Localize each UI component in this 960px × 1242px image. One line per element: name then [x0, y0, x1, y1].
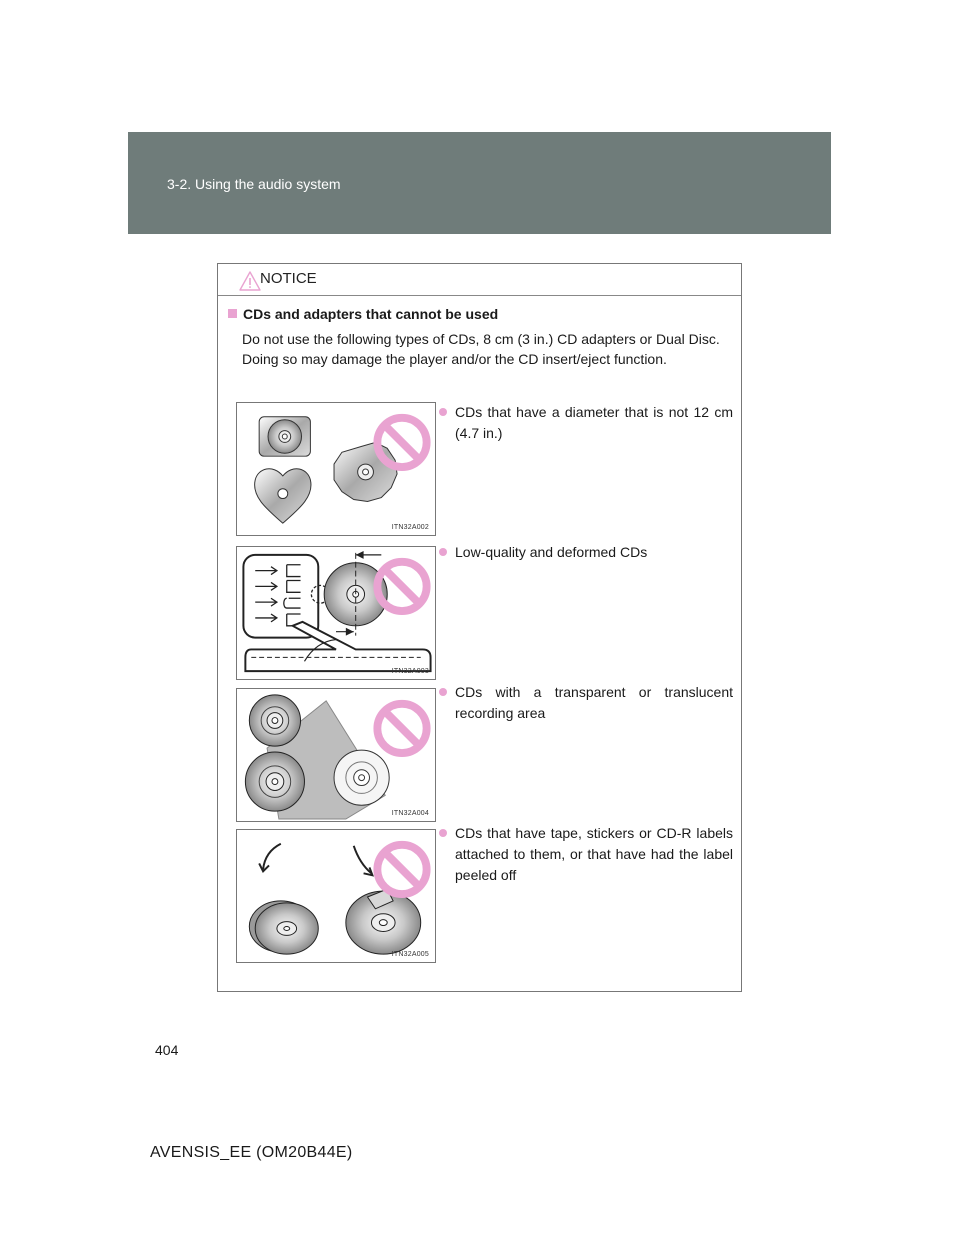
caption-text: CDs with a transparent or translucent recording area [455, 684, 733, 721]
caption-text: CDs that have a diameter that is not 12 cm (4.7 in.) [455, 404, 733, 441]
notice-header [218, 264, 741, 296]
notice-body [242, 329, 737, 369]
bullet-dot-icon [439, 688, 447, 696]
caption-text: CDs that have tape, stickers or CD-R labels attached to them, or that have had the label peeled off [455, 825, 733, 883]
page-number: 404 [155, 1042, 179, 1058]
notice-section-title: CDs and adapters that cannot be used [243, 306, 499, 322]
bullet-dot-icon [439, 408, 447, 416]
caption-transparent [455, 682, 733, 724]
illustration-code: ITN32A003 [391, 668, 429, 675]
caption-text: Low-quality and deformed CDs [455, 544, 648, 560]
notice-body-line: Do not use the following types of CDs, 8 cm (3 in.) CD adapters or Dual Disc. [242, 331, 720, 347]
illustration-code: ITN32A002 [391, 524, 429, 531]
header-band [128, 132, 831, 234]
caption-wrong-size [455, 402, 733, 444]
notice-body-line: Doing so may damage the player and/or the CD insert/eject function. [242, 351, 667, 367]
caption-deformed [455, 542, 733, 563]
bullet-dot-icon [439, 548, 447, 556]
bullet-dot-icon [439, 829, 447, 837]
illustration-deformed-cds [236, 546, 436, 680]
illustration-code: ITN32A004 [391, 810, 429, 817]
notice-title: NOTICE [260, 270, 317, 287]
warning-triangle-icon [238, 270, 262, 292]
illustration-labeled-cds [236, 829, 436, 963]
square-bullet-icon [228, 309, 237, 318]
illustration-transparent-cds [236, 688, 436, 822]
notice-box [217, 263, 742, 992]
notice-section-heading [228, 306, 498, 322]
prohibited-sign-icon [377, 704, 426, 753]
prohibited-sign-icon [377, 845, 426, 894]
prohibited-sign-icon [377, 418, 426, 467]
footer-manual-code: AVENSIS_EE (OM20B44E) [150, 1144, 353, 1161]
illustration-code: ITN32A005 [391, 951, 429, 958]
caption-labeled [455, 823, 733, 886]
illustration-wrong-size-cds [236, 402, 436, 536]
section-title: 3-2. Using the audio system [167, 176, 341, 192]
